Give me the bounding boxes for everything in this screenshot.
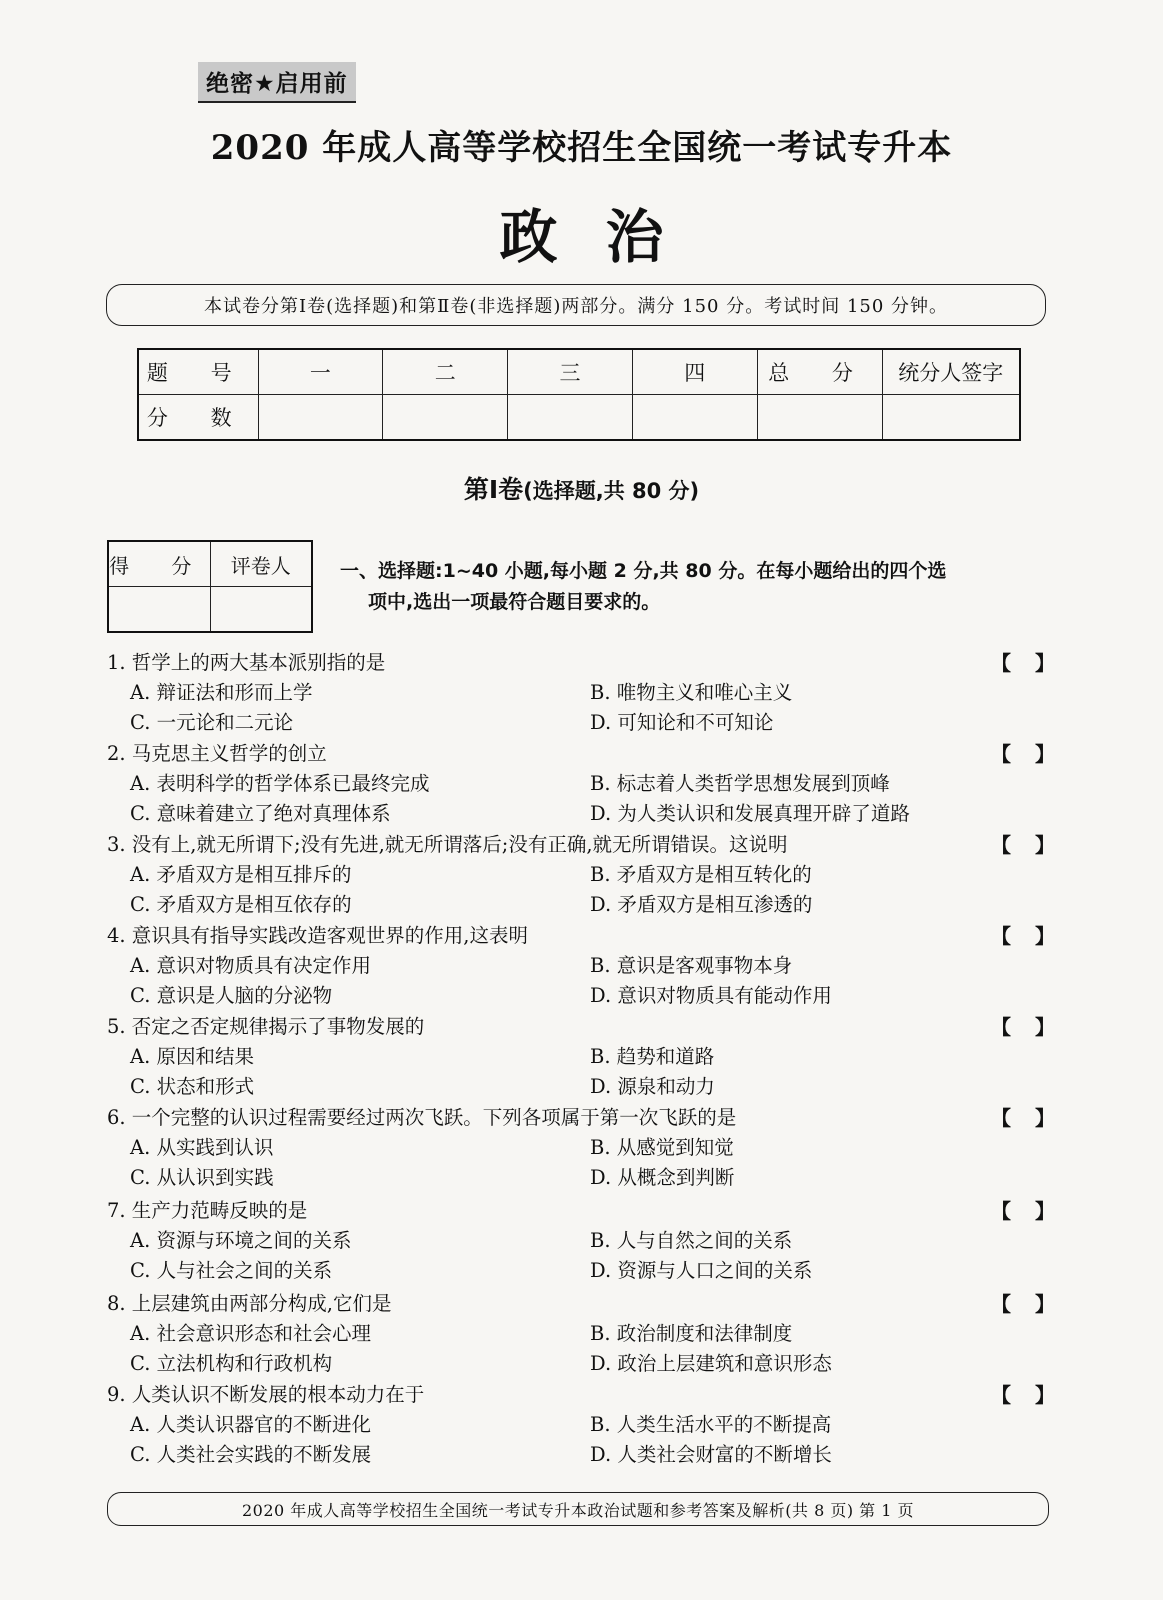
option-c[interactable]: C. 一元论和二元论 [130,711,294,734]
bracket-open: 【 [991,742,1011,766]
page-footer [107,1492,1049,1526]
question-4 [107,921,1067,1011]
option-a[interactable]: A. 从实践到认识 [130,1136,274,1159]
score-table-col-signature: 统分人签字 [882,349,1020,395]
score-table-col-1: 一 [258,349,383,395]
answer-bracket[interactable] [991,1196,1055,1226]
option-b[interactable]: B. 人类生活水平的不断提高 [590,1413,832,1436]
option-c[interactable]: C. 状态和形式 [130,1075,255,1098]
option-a[interactable]: A. 辩证法和形而上学 [130,681,313,704]
grader-name-header: 评卷人 [210,541,312,587]
option-b[interactable]: B. 人与自然之间的关系 [590,1229,793,1252]
option-a[interactable]: A. 人类认识器官的不断进化 [130,1413,371,1436]
option-a[interactable]: A. 社会意识形态和社会心理 [130,1322,371,1345]
bracket-close: 】 [1035,742,1055,766]
question-stem: 9. 人类认识不断发展的根本动力在于 [107,1383,425,1406]
option-d[interactable]: D. 政治上层建筑和意识形态 [590,1352,832,1375]
bracket-open: 【 [991,1015,1011,1039]
bracket-open: 【 [991,1199,1011,1223]
question-stem: 2. 马克思主义哲学的创立 [107,742,327,765]
option-c[interactable]: C. 从认识到实践 [130,1166,274,1189]
option-a[interactable]: A. 意识对物质具有决定作用 [130,954,371,977]
option-d[interactable]: D. 人类社会财富的不断增长 [590,1443,832,1466]
score-cell[interactable] [258,395,383,441]
bracket-open: 【 [991,1383,1011,1407]
page-footer-text: 2020 年成人高等学校招生全国统一考试专升本政治试题和参考答案及解析(共 8 页) 第 1 页 [241,1500,915,1520]
section-instructions-line1: 一、选择题:1~40 小题,每小题 2 分,共 80 分。在每小题给出的四个选 [340,560,947,582]
question-stem: 7. 生产力范畴反映的是 [107,1199,308,1222]
bracket-open: 【 [991,651,1011,675]
volume-heading [0,470,1163,506]
question-3 [107,830,1067,920]
score-table-row-label: 题 号 [138,349,258,395]
answer-bracket[interactable] [991,830,1055,860]
option-a[interactable]: A. 原因和结果 [130,1045,254,1068]
option-c[interactable]: C. 矛盾双方是相互依存的 [130,893,352,916]
question-2 [107,739,1067,829]
option-c[interactable]: C. 意味着建立了绝对真理体系 [130,802,391,825]
question-stem: 4. 意识具有指导实践改造客观世界的作用,这表明 [107,924,529,947]
subject-title: 政治 [499,203,712,271]
bracket-close: 】 [1035,924,1055,948]
score-table-col-3: 三 [508,349,633,395]
bracket-close: 】 [1035,1015,1055,1039]
option-d[interactable]: D. 源泉和动力 [590,1075,715,1098]
question-8 [107,1289,1067,1379]
option-c[interactable]: C. 意识是人脑的分泌物 [130,984,333,1007]
option-c[interactable]: C. 人类社会实践的不断发展 [130,1443,372,1466]
option-a[interactable]: A. 表明科学的哲学体系已最终完成 [130,772,430,795]
bracket-close: 】 [1035,1383,1055,1407]
option-c[interactable]: C. 立法机构和行政机构 [130,1352,333,1375]
bracket-close: 】 [1035,833,1055,857]
answer-bracket[interactable] [991,1289,1055,1319]
answer-bracket[interactable] [991,648,1055,678]
question-stem: 3. 没有上,就无所谓下;没有先进,就无所谓落后;没有正确,就无所谓错误。这说明 [107,833,788,856]
exam-title: 2020 年成人高等学校招生全国统一考试专升本 [210,128,953,168]
exam-instructions-text: 本试卷分第Ⅰ卷(选择题)和第Ⅱ卷(非选择题)两部分。满分 150 分。考试时间 150 分钟。 [203,296,949,317]
option-b[interactable]: B. 唯物主义和唯心主义 [590,681,793,704]
question-1 [107,648,1067,738]
grader-score-header: 得 分 [108,541,210,587]
exam-instructions [106,284,1046,326]
bracket-open: 【 [991,1106,1011,1130]
question-stem: 8. 上层建筑由两部分构成,它们是 [107,1292,392,1315]
option-d[interactable]: D. 资源与人口之间的关系 [590,1259,813,1282]
bracket-open: 【 [991,924,1011,948]
bracket-open: 【 [991,1292,1011,1316]
score-cell[interactable] [632,395,757,441]
score-table-header-row [138,349,1020,395]
section-instructions-line2: 项中,选出一项最符合题目要求的。 [368,591,661,613]
grader-table [107,540,313,633]
option-a[interactable]: A. 矛盾双方是相互排斥的 [130,863,352,886]
score-table-col-total: 总 分 [757,349,882,395]
question-stem: 5. 否定之否定规律揭示了事物发展的 [107,1015,425,1038]
option-a[interactable]: A. 资源与环境之间的关系 [130,1229,352,1252]
bracket-close: 】 [1035,651,1055,675]
option-d[interactable]: D. 意识对物质具有能动作用 [590,984,832,1007]
option-d[interactable]: D. 从概念到判断 [590,1166,735,1189]
question-7 [107,1196,1067,1286]
bracket-close: 】 [1035,1106,1055,1130]
option-b[interactable]: B. 意识是客观事物本身 [590,954,793,977]
bracket-close: 】 [1035,1292,1055,1316]
option-d[interactable]: D. 矛盾双方是相互渗透的 [590,893,813,916]
option-b[interactable]: B. 矛盾双方是相互转化的 [590,863,812,886]
question-stem: 6. 一个完整的认识过程需要经过两次飞跃。下列各项属于第一次飞跃的是 [107,1106,737,1129]
question-6 [107,1103,1067,1193]
score-table-row-label: 分 数 [138,395,258,441]
grader-score-cell[interactable] [108,587,210,633]
grader-name-cell[interactable] [210,587,312,633]
section-instructions [340,556,1060,618]
answer-bracket[interactable] [991,1103,1055,1133]
volume-title: 第Ⅰ卷 [463,475,524,504]
score-cell[interactable] [757,395,882,441]
bracket-open: 【 [991,833,1011,857]
option-b[interactable]: B. 政治制度和法律制度 [590,1322,793,1345]
bracket-close: 】 [1035,1199,1055,1223]
option-b[interactable]: B. 趋势和道路 [590,1045,715,1068]
score-table [137,348,1021,441]
answer-bracket[interactable] [991,921,1055,951]
volume-subtitle: (选择题,共 80 分) [523,479,700,503]
answer-bracket[interactable] [991,739,1055,769]
answer-bracket[interactable] [991,1380,1055,1410]
question-stem: 1. 哲学上的两大基本派别指的是 [107,651,386,674]
option-b[interactable]: B. 标志着人类哲学思想发展到顶峰 [590,772,890,795]
score-cell[interactable] [383,395,508,441]
option-b[interactable]: B. 从感觉到知觉 [590,1136,734,1159]
score-table-col-4: 四 [632,349,757,395]
score-table-score-row [138,395,1020,441]
answer-bracket[interactable] [991,1012,1055,1042]
score-table-col-2: 二 [383,349,508,395]
question-9 [107,1380,1067,1470]
confidential-label: 绝密★启用前 [198,62,356,103]
option-d[interactable]: D. 可知论和不可知论 [590,711,774,734]
question-5 [107,1012,1067,1102]
option-d[interactable]: D. 为人类认识和发展真理开辟了道路 [590,802,910,825]
option-c[interactable]: C. 人与社会之间的关系 [130,1259,333,1282]
score-cell[interactable] [508,395,633,441]
score-cell[interactable] [882,395,1020,441]
